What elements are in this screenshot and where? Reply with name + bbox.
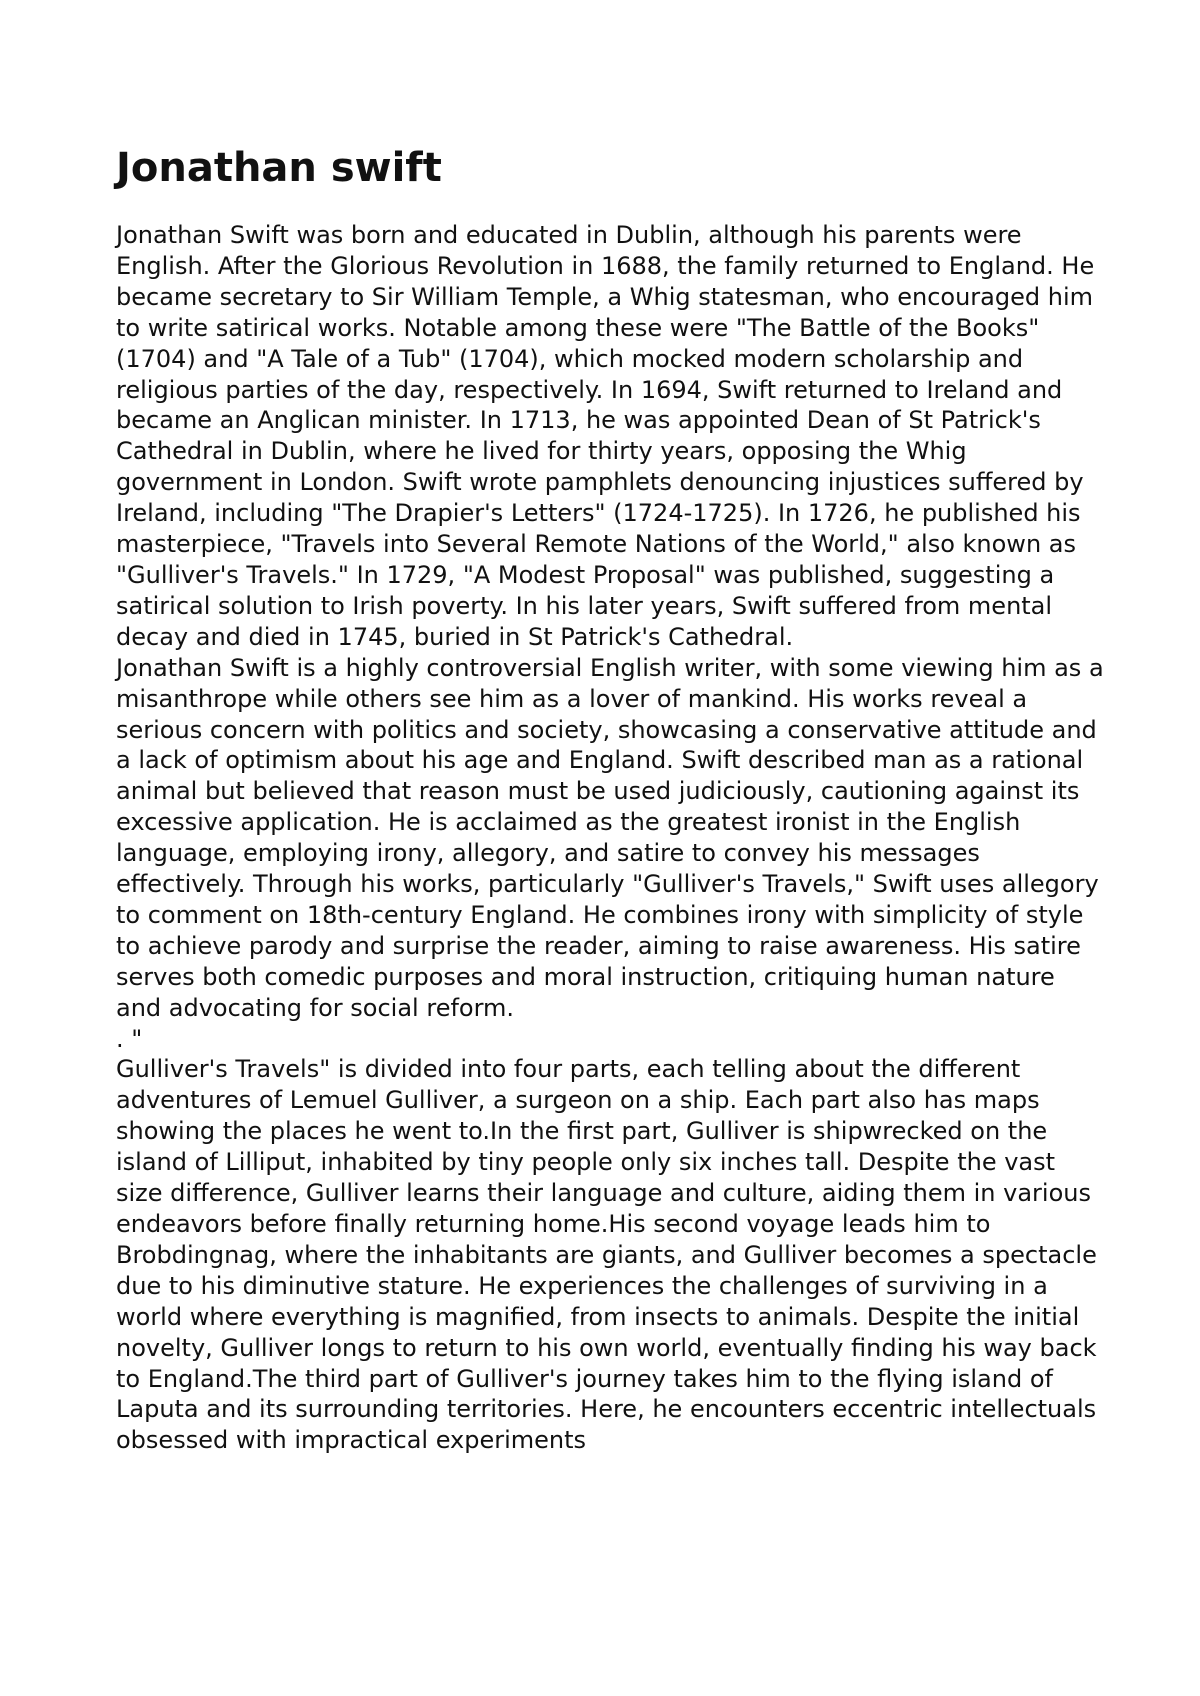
document-title: Jonathan swift [116, 145, 442, 191]
paragraph-biography: Jonathan Swift was born and educated in Dublin, although his parents were English. After the Glorious Revolution in 1688, the family returned to England. He became secretary to Sir William Temple, a Whig statesman, who encouraged him to write satirical works. Notable among these were "The Battle of the Books" (1704) and "A Tale of a Tub" (1704), which mocked modern scholarship and religious parties of the day, respectively. In 1694, Swift returned to Ireland and became an Anglican minister. In 1713, he was appointed Dean of St Patrick's Cathedral in Dublin, where he lived for thirty years, opposing the Whig government in London. Swift wrote pamphlets denouncing injustices suffered by Ireland, including "The Drapier's Letters" (1724-1725). In 1726, he published his masterpiece, "Travels into Several Remote Nations of the World," also known as "Gulliver's Travels." In 1729, "A Modest Proposal" was published, suggesting a satirical solution to Irish poverty. In his later years, Swift suffered from mental decay and died in 1745, buried in St Patrick's Cathedral. [116, 221, 1095, 651]
paragraph-reputation: Jonathan Swift is a highly controversial English writer, with some viewing him as a misanthrope while others see him as a lover of mankind. His works reveal a serious concern with politics and society, showcasing a conservative attitude and a lack of optimism about his age and England. Swift described man as a rational animal but believed that reason must be used judiciously, cautioning against its excessive application. He is acclaimed as the greatest ironist in the English language, employing irony, allegory, and satire to convey his messages effectively. Through his works, particularly "Gulliver's Travels," Swift uses allegory to comment on 18th-century England. He combines irony with simplicity of style to achieve parody and surprise the reader, aiming to raise awareness. His satire serves both comedic purposes and moral instruction, critiquing human nature and advocating for social reform. [116, 653, 1104, 1022]
paragraph-gullivers-travels: Gulliver's Travels" is divided into four parts, each telling about the different adventures of Lemuel Gulliver, a surgeon on a ship. Each part also has maps showing the places he went to.In the first part, Gulliver is shipwrecked on the island of Lilliput, inhabited by tiny people only six inches tall. Despite the vast size difference, Gulliver learns their language and culture, aiding them in various endeavors before finally returning home.His second voyage leads him to Brobdingnag, where the inhabitants are giants, and Gulliver becomes a spectacle due to his diminutive stature. He experiences the challenges of surviving in a world where everything is magnified, from insects to animals. Despite the initial novelty, Gulliver longs to return to his own world, eventually finding his way back to England.The third part of Gulliver's journey takes him to the flying island of Laputa and its surrounding territories. Here, he encounters eccentric intellectuals obsessed with impractical experiments [116, 1055, 1097, 1455]
document-body [116, 144, 1106, 1456]
paragraph-fragment: . " [116, 1024, 143, 1053]
